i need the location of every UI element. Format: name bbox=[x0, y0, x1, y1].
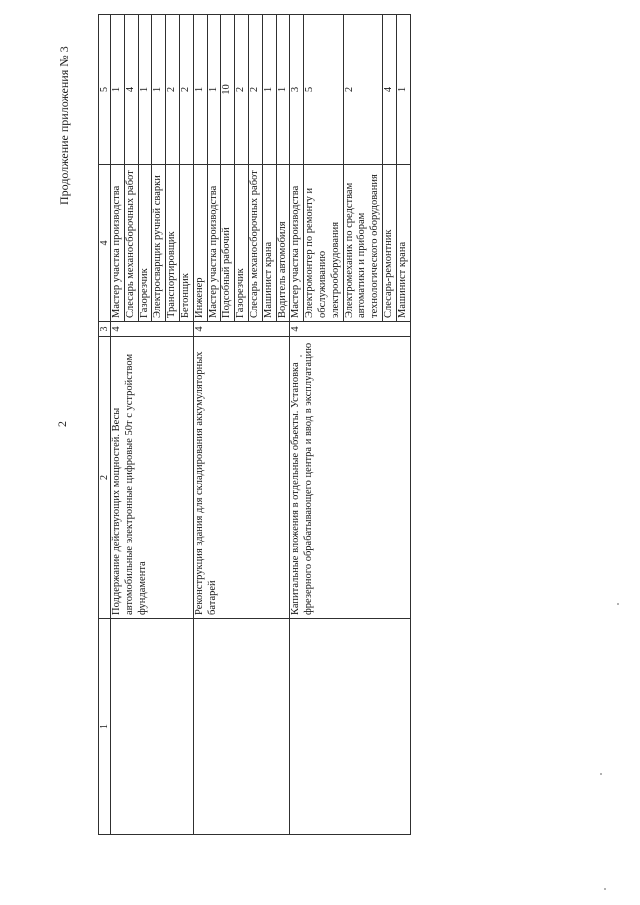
staff-position: Электромонтер по ремонту и обслуживанию электрооборудования bbox=[304, 165, 343, 322]
staff-position: Мастер участка производства bbox=[207, 165, 221, 322]
group-number-cell bbox=[111, 619, 194, 835]
staff-position: Мастер участка производства bbox=[290, 165, 304, 322]
group-number-cell bbox=[193, 619, 290, 835]
staff-position: Подсобный рабочий bbox=[221, 165, 235, 322]
scan-speck bbox=[617, 603, 619, 605]
staff-quantity: 1 bbox=[193, 15, 207, 165]
column-number-row bbox=[99, 15, 111, 835]
page-number: 2 bbox=[55, 421, 69, 427]
staff-quantity: 2 bbox=[248, 15, 262, 165]
scan-speck bbox=[600, 773, 602, 775]
column-number: 2 bbox=[99, 337, 111, 619]
staff-quantity: 1 bbox=[152, 15, 166, 165]
staff-position: Электромеханик по средствам автоматики и приборам технологического оборудования bbox=[343, 165, 382, 322]
project-description: Поддержание действующих мощностей. Весы автомобильные электронные цифровые 50т с устройством фундамента bbox=[111, 337, 194, 619]
staff-position: Водитель автомобиля bbox=[276, 165, 290, 322]
table-row bbox=[111, 15, 125, 835]
staff-quantity: 1 bbox=[276, 15, 290, 165]
group-count: 4 bbox=[111, 322, 194, 337]
group-number-cell bbox=[290, 619, 410, 835]
staff-position: Слесарь механосборочных работ bbox=[248, 165, 262, 322]
table-row bbox=[193, 15, 207, 835]
staff-position: Машинист крана bbox=[396, 165, 410, 322]
staff-quantity: 4 bbox=[382, 15, 396, 165]
staff-position: Транспортировщик bbox=[166, 165, 180, 322]
staff-position: Электросварщик ручной сварки bbox=[152, 165, 166, 322]
staff-position: Слесарь-ремонтник bbox=[382, 165, 396, 322]
column-number: 5 bbox=[99, 15, 111, 165]
table-row bbox=[290, 15, 304, 835]
staff-quantity: 1 bbox=[262, 15, 276, 165]
staff-quantity: 1 bbox=[111, 15, 125, 165]
staff-quantity: 10 bbox=[221, 15, 235, 165]
staff-quantity: 1 bbox=[138, 15, 152, 165]
staff-quantity: 3 bbox=[290, 15, 304, 165]
staff-position: Слесарь механосборочных работ bbox=[124, 165, 138, 322]
staff-quantity: 2 bbox=[179, 15, 193, 165]
staff-position: Газорезчик bbox=[138, 165, 152, 322]
staff-table bbox=[98, 14, 411, 835]
continuation-note: Продолжение приложения № 3 bbox=[57, 46, 71, 205]
staff-quantity: 1 bbox=[396, 15, 410, 165]
scan-speck bbox=[604, 888, 606, 890]
staff-position: Машинист крана bbox=[262, 165, 276, 322]
staff-position: Мастер участка производства bbox=[111, 165, 125, 322]
project-description: Реконструкция здания для складирования аккумуляторных батарей bbox=[193, 337, 290, 619]
column-number: 1 bbox=[99, 619, 111, 835]
group-count: 4 bbox=[290, 322, 410, 337]
staff-position: Бетонщик bbox=[179, 165, 193, 322]
staff-quantity: 5 bbox=[304, 15, 343, 165]
column-number: 3 bbox=[99, 322, 111, 337]
staff-quantity: 4 bbox=[124, 15, 138, 165]
staff-quantity: 2 bbox=[343, 15, 382, 165]
staff-position: Газорезчик bbox=[235, 165, 249, 322]
staff-quantity: 2 bbox=[166, 15, 180, 165]
staff-quantity: 2 bbox=[235, 15, 249, 165]
group-count: 4 bbox=[193, 322, 290, 337]
staff-quantity: 1 bbox=[207, 15, 221, 165]
staff-position: Инженер bbox=[193, 165, 207, 322]
column-number: 4 bbox=[99, 165, 111, 322]
project-description: Капитальные вложения в отдельные объекты. Установка фрезерного обрабатывающего центра и ввод в эксплуатацию bbox=[290, 337, 410, 619]
